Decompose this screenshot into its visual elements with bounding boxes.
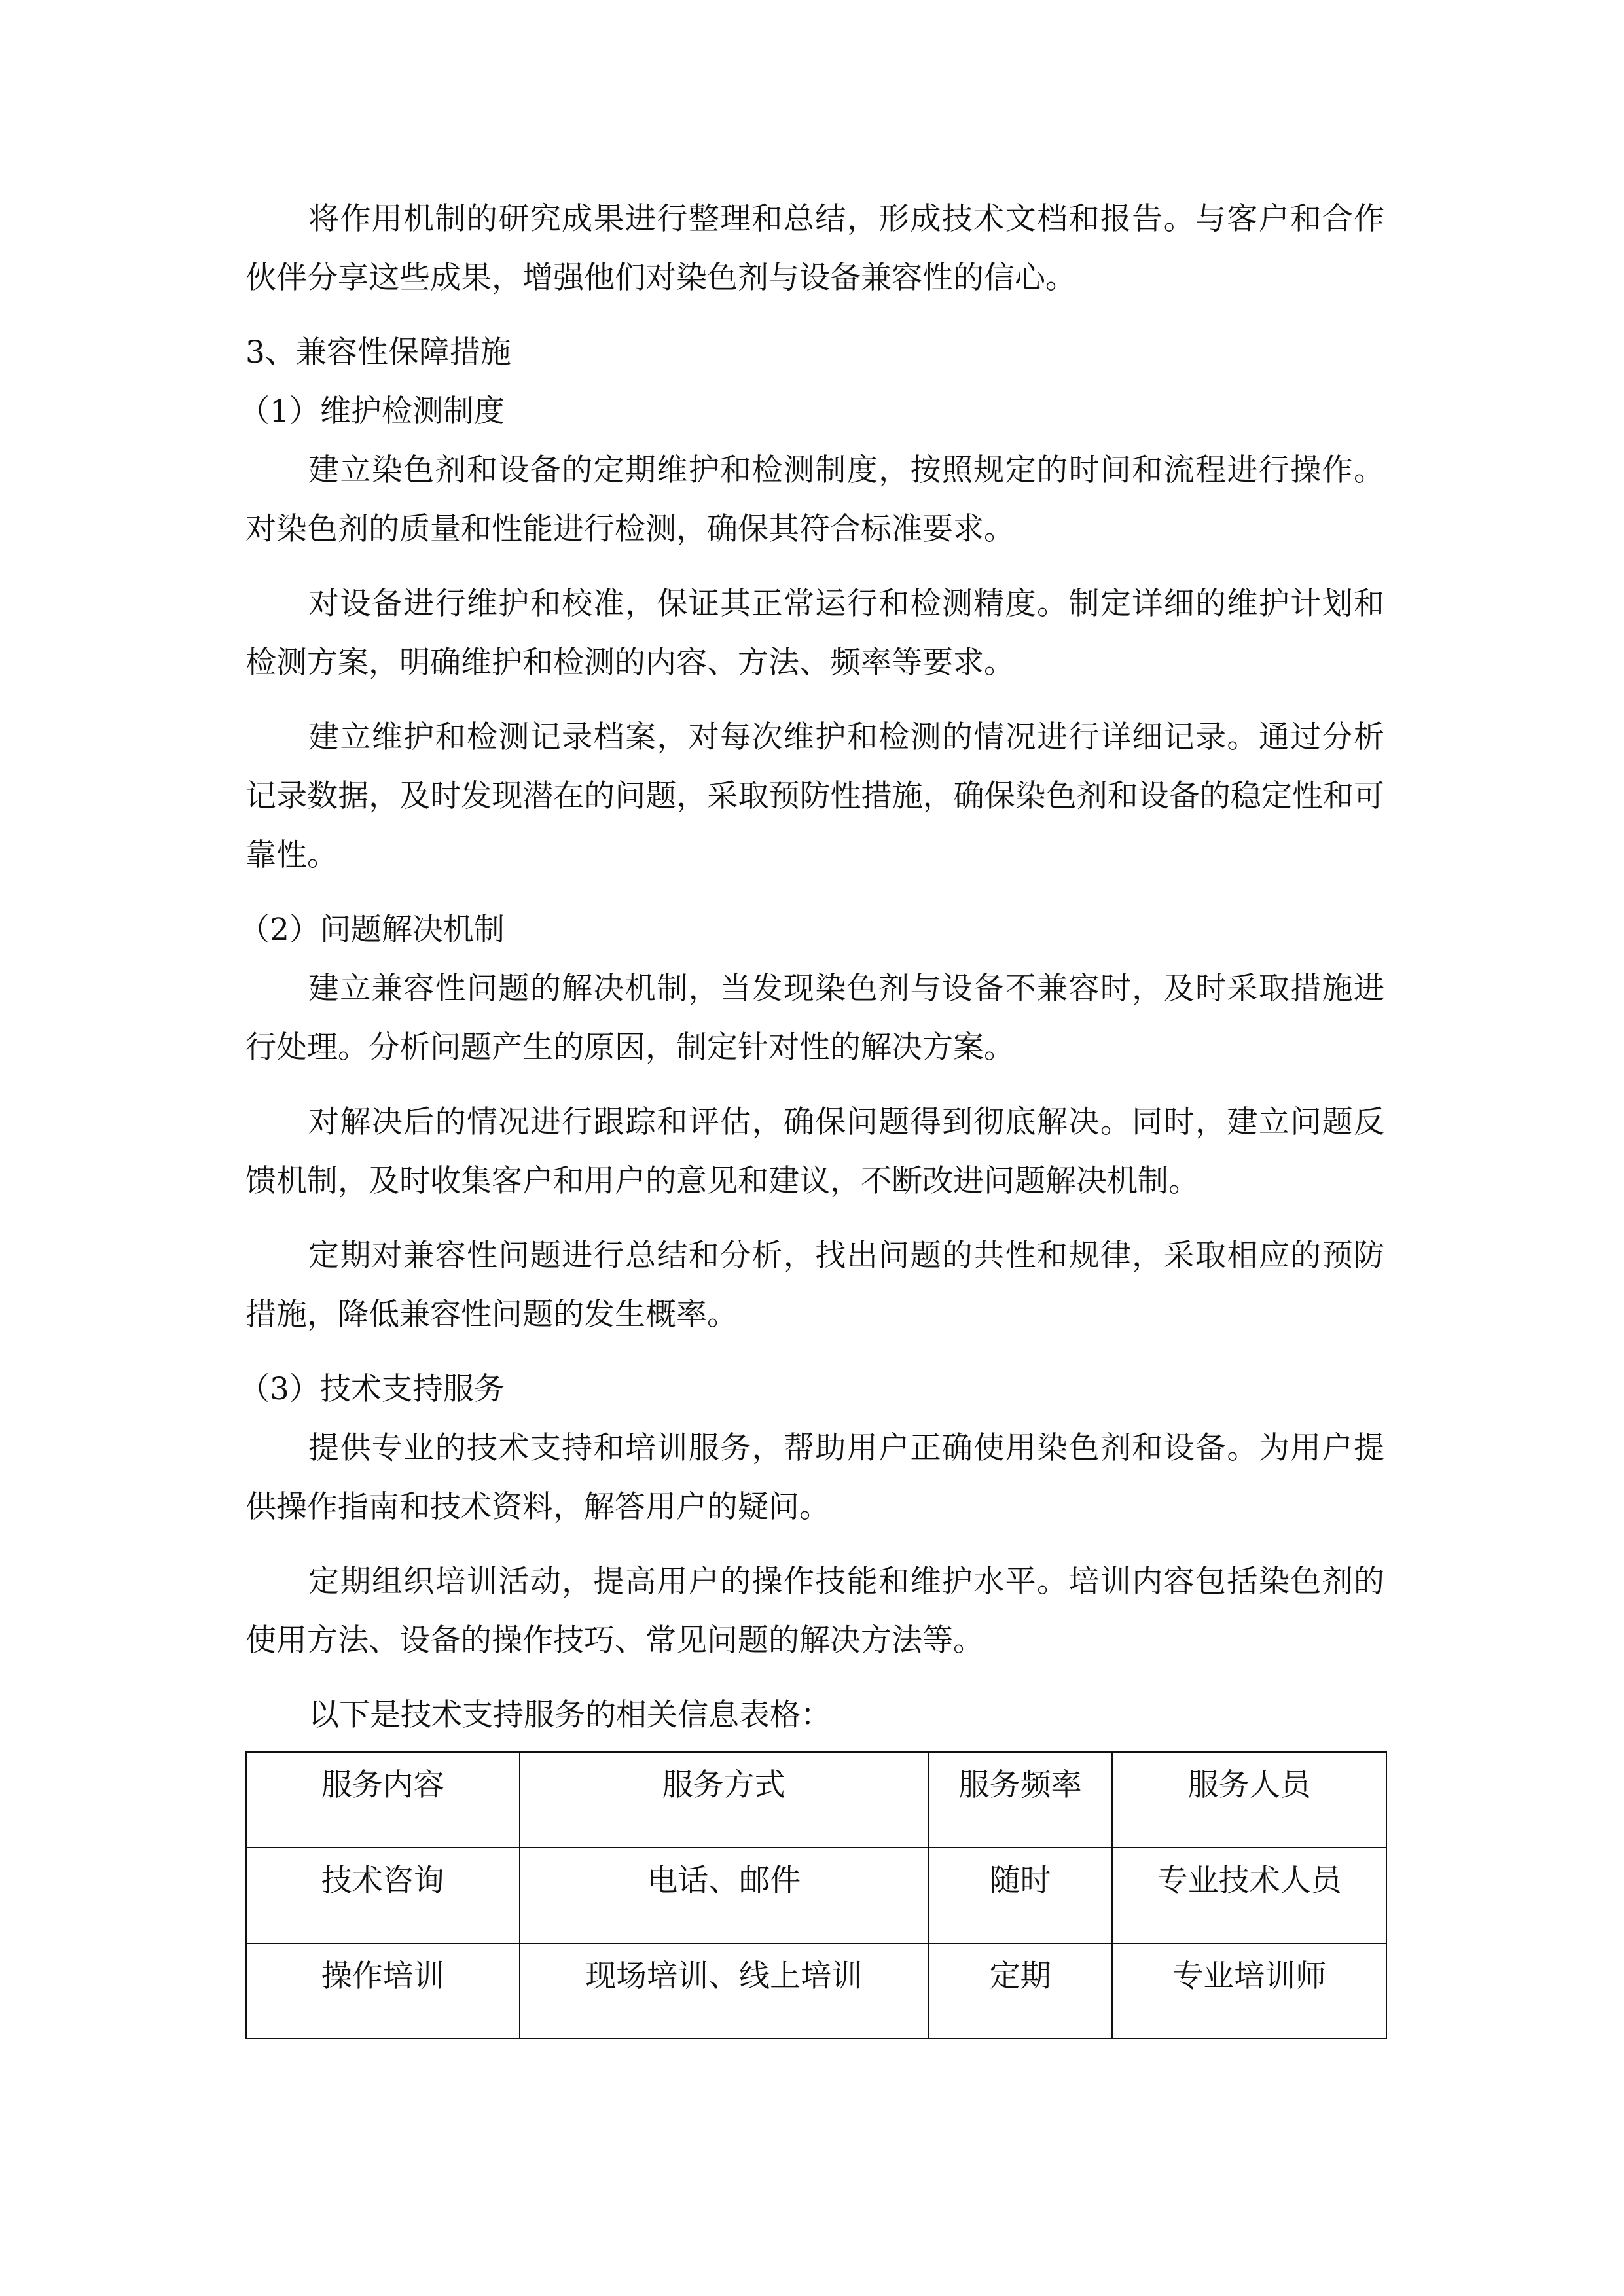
subsection-title: （2）问题解决机制	[239, 912, 505, 948]
table-header-cell: 服务频率	[928, 1752, 1113, 1848]
table-header-cell: 服务方式	[520, 1752, 928, 1848]
table-cell: 定期	[928, 1943, 1113, 2039]
table-header-cell: 服务人员	[1112, 1752, 1386, 1848]
table-cell: 随时	[928, 1848, 1113, 1943]
subsection-title: （3）技术支持服务	[239, 1371, 505, 1407]
table-cell: 专业培训师	[1112, 1943, 1386, 2039]
paragraph: 建立维护和检测记录档案，对每次维护和检测的情况进行详细记录。通过分析记录数据，及时发现潜在的问题，采取预防性措施，确保染色剂和设备的稳定性和可靠性。	[245, 719, 1384, 873]
table-row	[246, 1943, 1386, 2039]
table-cell: 电话、邮件	[520, 1848, 928, 1943]
paragraph: 建立染色剂和设备的定期维护和检测制度，按照规定的时间和流程进行操作。对染色剂的质量和性能进行检测，确保其符合标准要求。	[245, 452, 1384, 547]
paragraph: 建立兼容性问题的解决机制，当发现染色剂与设备不兼容时，及时采取措施进行处理。分析问题产生的原因，制定针对性的解决方案。	[245, 971, 1384, 1066]
paragraph: 对解决后的情况进行跟踪和评估，确保问题得到彻底解决。同时，建立问题反馈机制，及时收集客户和用户的意见和建议，不断改进问题解决机制。	[245, 1104, 1384, 1199]
section-heading: 3、兼容性保障措施	[245, 334, 511, 370]
table-header-cell: 服务内容	[246, 1752, 520, 1848]
service-table	[245, 1751, 1387, 2039]
paragraph: 定期组织培训活动，提高用户的操作技能和维护水平。培训内容包括染色剂的使用方法、设备的操作技巧、常见问题的解决方法等。	[245, 1564, 1384, 1659]
table-cell: 操作培训	[246, 1943, 520, 2039]
table-cell: 现场培训、线上培训	[520, 1943, 928, 2039]
table-row	[246, 1848, 1386, 1943]
table-header-row	[246, 1752, 1386, 1848]
paragraph: 对设备进行维护和校准，保证其正常运行和检测精度。制定详细的维护计划和检测方案，明确维护和检测的内容、方法、频率等要求。	[245, 586, 1384, 681]
paragraph: 将作用机制的研究成果进行整理和总结，形成技术文档和报告。与客户和合作伙伴分享这些成果，增强他们对染色剂与设备兼容性的信心。	[245, 201, 1384, 296]
table-intro: 以下是技术支持服务的相关信息表格：	[308, 1697, 831, 1733]
table-cell: 专业技术人员	[1112, 1848, 1386, 1943]
paragraph: 提供专业的技术支持和培训服务，帮助用户正确使用染色剂和设备。为用户提供操作指南和技术资料，解答用户的疑问。	[245, 1430, 1384, 1525]
paragraph: 定期对兼容性问题进行总结和分析，找出问题的共性和规律，采取相应的预防措施，降低兼容性问题的发生概率。	[245, 1238, 1384, 1333]
table-cell: 技术咨询	[246, 1848, 520, 1943]
subsection-title: （1）维护检测制度	[239, 393, 505, 429]
document-body	[239, 190, 1384, 2039]
